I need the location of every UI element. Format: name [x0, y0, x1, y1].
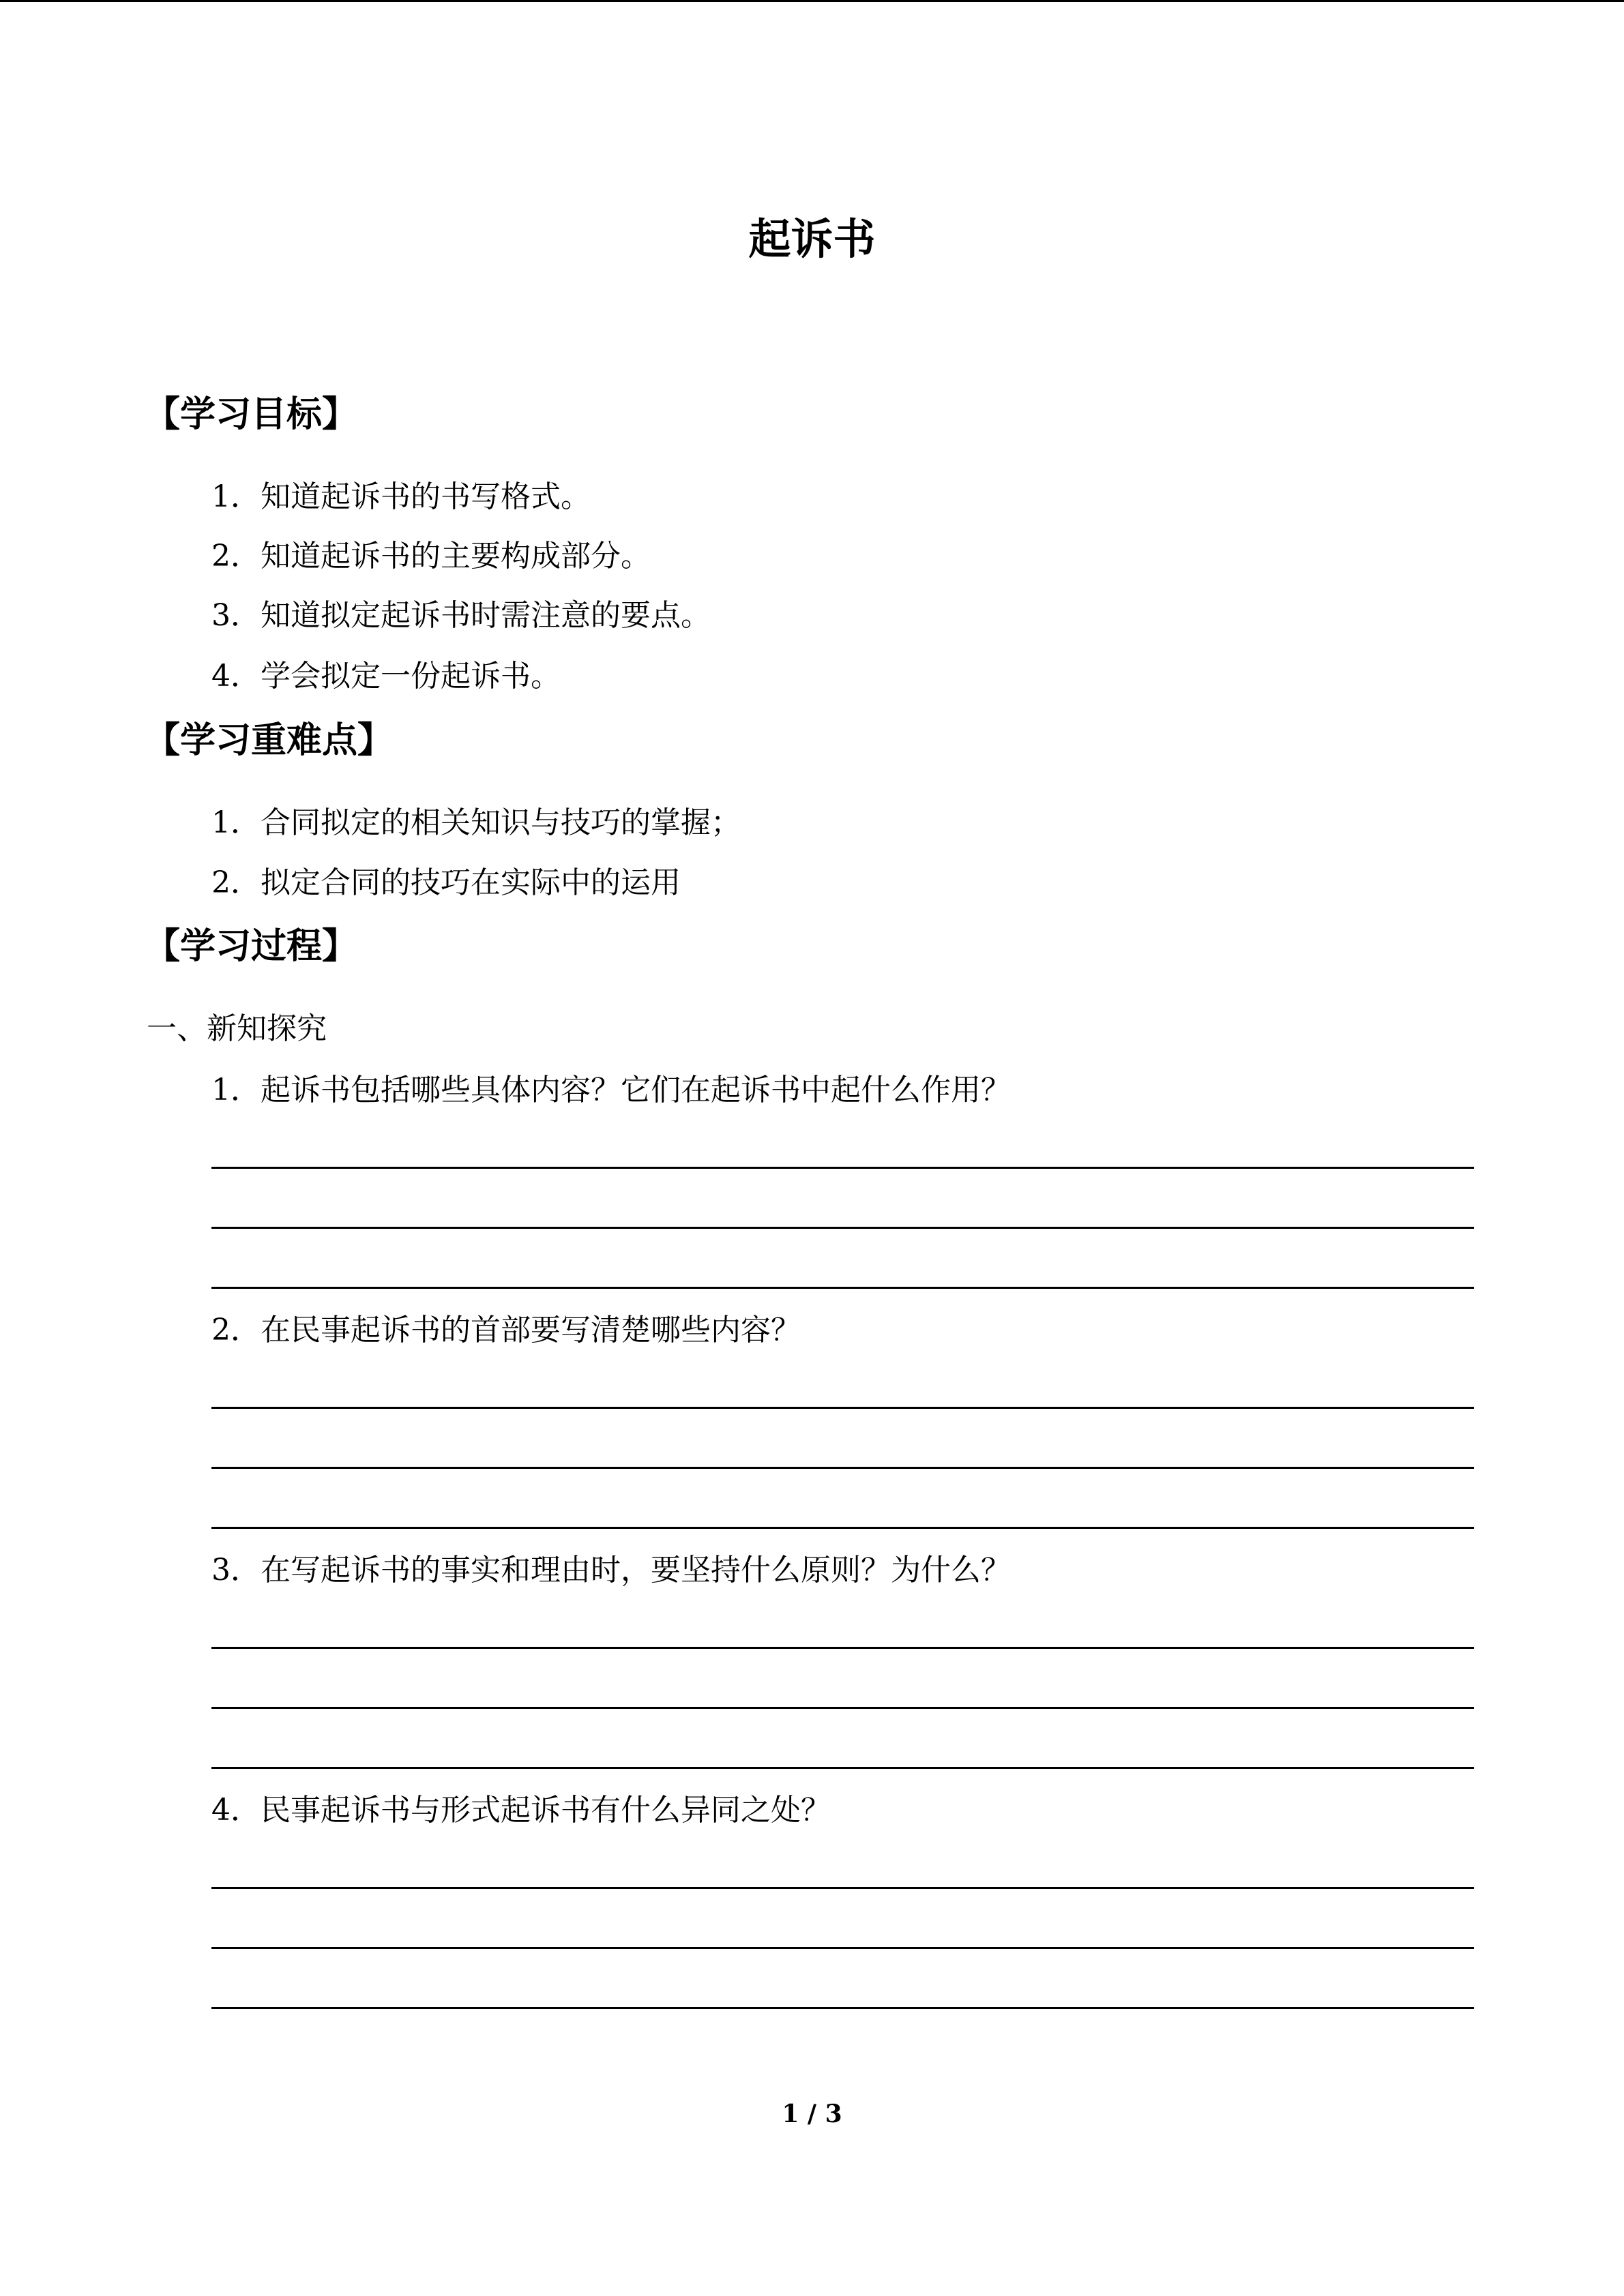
learning-process-heading: 【学习过程】	[145, 926, 358, 967]
answer-line	[211, 1947, 1474, 1949]
answer-line	[211, 1227, 1474, 1229]
answer-line	[211, 1407, 1474, 1409]
question-item: 3．在写起诉书的事实和理由时，要坚持什么原则？为什么？	[211, 1553, 1011, 1587]
learning-goal-item: 4．学会拟定一份起诉书。	[211, 659, 561, 694]
question-item: 4．民事起诉书与形式起诉书有什么异同之处？	[211, 1793, 831, 1828]
answer-line	[211, 1167, 1474, 1169]
page-number: 1 / 3	[782, 2100, 842, 2128]
answer-line	[211, 1887, 1474, 1889]
learning-goal-item: 1．知道起诉书的书写格式。	[211, 479, 591, 514]
learning-goal-item: 3．知道拟定起诉书时需注意的要点。	[211, 598, 711, 633]
key-point-item: 1．合同拟定的相关知识与技巧的掌握；	[211, 805, 741, 840]
answer-line	[211, 1287, 1474, 1289]
answer-line	[211, 1527, 1474, 1529]
answer-line	[211, 1767, 1474, 1769]
question-item: 2．在民事起诉书的首部要写清楚哪些内容？	[211, 1313, 801, 1347]
key-points-heading: 【学习重难点】	[145, 720, 394, 761]
answer-line	[211, 1707, 1474, 1709]
key-point-item: 2．拟定合同的技巧在实际中的运用	[211, 865, 681, 900]
learning-goal-item: 2．知道起诉书的主要构成部分。	[211, 539, 651, 573]
answer-line	[211, 1467, 1474, 1469]
learning-goals-heading: 【学习目标】	[145, 394, 358, 435]
new-knowledge-subheading: 一、新知探究	[147, 1011, 327, 1046]
answer-line	[211, 2007, 1474, 2009]
question-item: 1．起诉书包括哪些具体内容？它们在起诉书中起什么作用？	[211, 1073, 1011, 1107]
answer-line	[211, 1647, 1474, 1649]
page-title: 起诉书	[748, 214, 876, 264]
